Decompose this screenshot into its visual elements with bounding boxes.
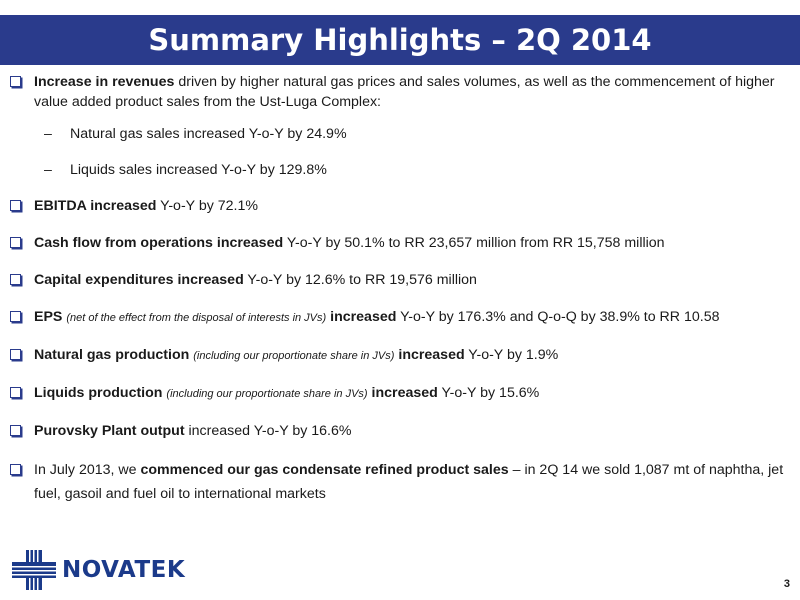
bullet-ebitda <box>8 196 788 216</box>
bullet-text: increased Y-o-Y by 16.6% <box>184 423 352 439</box>
bullet-note: (including our proportionate share in JVs) <box>193 350 395 362</box>
bullet-note: (including our proportionate share in JVs) <box>166 388 368 400</box>
sub-bullet-gas-sales <box>8 124 788 144</box>
checkbox-bullet-icon <box>10 76 21 87</box>
checkbox-bullet-icon <box>10 311 21 322</box>
checkbox-bullet-icon <box>10 425 21 436</box>
dash-icon: – <box>44 162 52 178</box>
checkbox-bullet-icon <box>10 274 21 285</box>
bullet-eps <box>8 307 788 328</box>
bullet-text: Y-o-Y by 176.3% and Q-o-Q by 38.9% to RR 10.58 <box>396 309 720 325</box>
bullet-text: Y-o-Y by 72.1% <box>156 198 258 214</box>
bullet-text: Y-o-Y by 50.1% to RR 23,657 million from RR 15,758 million <box>283 235 665 251</box>
title-banner <box>0 15 800 65</box>
bullet-liquids-production <box>8 383 788 404</box>
bullet-bold: Purovsky Plant output <box>34 423 185 439</box>
sub-bullet-text: Liquids sales increased Y-o-Y by 129.8% <box>70 162 327 178</box>
bullet-bold: EPS <box>34 309 63 325</box>
bullet-bold: Cash flow from operations increased <box>34 235 284 251</box>
bullet-prefix: In July 2013, we <box>34 462 141 478</box>
bullet-note: (net of the effect from the disposal of interests in JVs) <box>66 312 327 324</box>
checkbox-bullet-icon <box>10 387 21 398</box>
novatek-emblem-icon <box>12 550 56 590</box>
checkbox-bullet-icon <box>10 349 21 360</box>
checkbox-bullet-icon <box>10 464 21 475</box>
bullet-condensate <box>8 458 788 506</box>
slide-title: Summary Highlights – 2Q 2014 <box>148 23 652 57</box>
bullet-capex <box>8 270 788 290</box>
highlights-list <box>8 72 788 506</box>
bullet-bold-2: increased <box>371 385 438 401</box>
bullet-text: Y-o-Y by 15.6% <box>437 385 540 401</box>
bullet-text: Y-o-Y by 1.9% <box>464 347 559 363</box>
bullet-bold: Increase in revenues <box>34 74 175 90</box>
checkbox-bullet-icon <box>10 200 21 211</box>
bullet-bold: commenced our gas condensate refined product sales <box>140 462 509 478</box>
bullet-revenue <box>8 72 788 112</box>
bullet-bold: Capital expenditures increased <box>34 272 244 288</box>
sub-bullet-liquids-sales <box>8 160 788 180</box>
dash-icon: – <box>44 126 52 142</box>
bullet-gas-production <box>8 345 788 366</box>
checkbox-bullet-icon <box>10 237 21 248</box>
novatek-logo <box>12 550 185 590</box>
page-number: 3 <box>783 578 790 590</box>
bullet-cashflow <box>8 233 788 253</box>
sub-bullet-text: Natural gas sales increased Y-o-Y by 24.9% <box>70 126 347 142</box>
logo-wordmark: NOVATEK <box>62 557 186 583</box>
bullet-text: – in 2Q 14 we sold 1,087 mt of naphtha, jet fuel, gasoil and fuel oil to international markets <box>34 462 784 502</box>
bullet-bold: Liquids production <box>34 385 163 401</box>
bullet-bold-2: increased <box>330 309 397 325</box>
bullet-text: driven by higher natural gas prices and sales volumes, as well as the commencement of higher value added product sales from the Ust-Luga Complex: <box>34 74 775 110</box>
bullet-bold-2: increased <box>398 347 465 363</box>
bullet-text: Y-o-Y by 12.6% to RR 19,576 million <box>243 272 477 288</box>
bullet-bold: Natural gas production <box>34 347 190 363</box>
bullet-bold: EBITDA increased <box>34 198 157 214</box>
bullet-purovsky <box>8 421 788 441</box>
